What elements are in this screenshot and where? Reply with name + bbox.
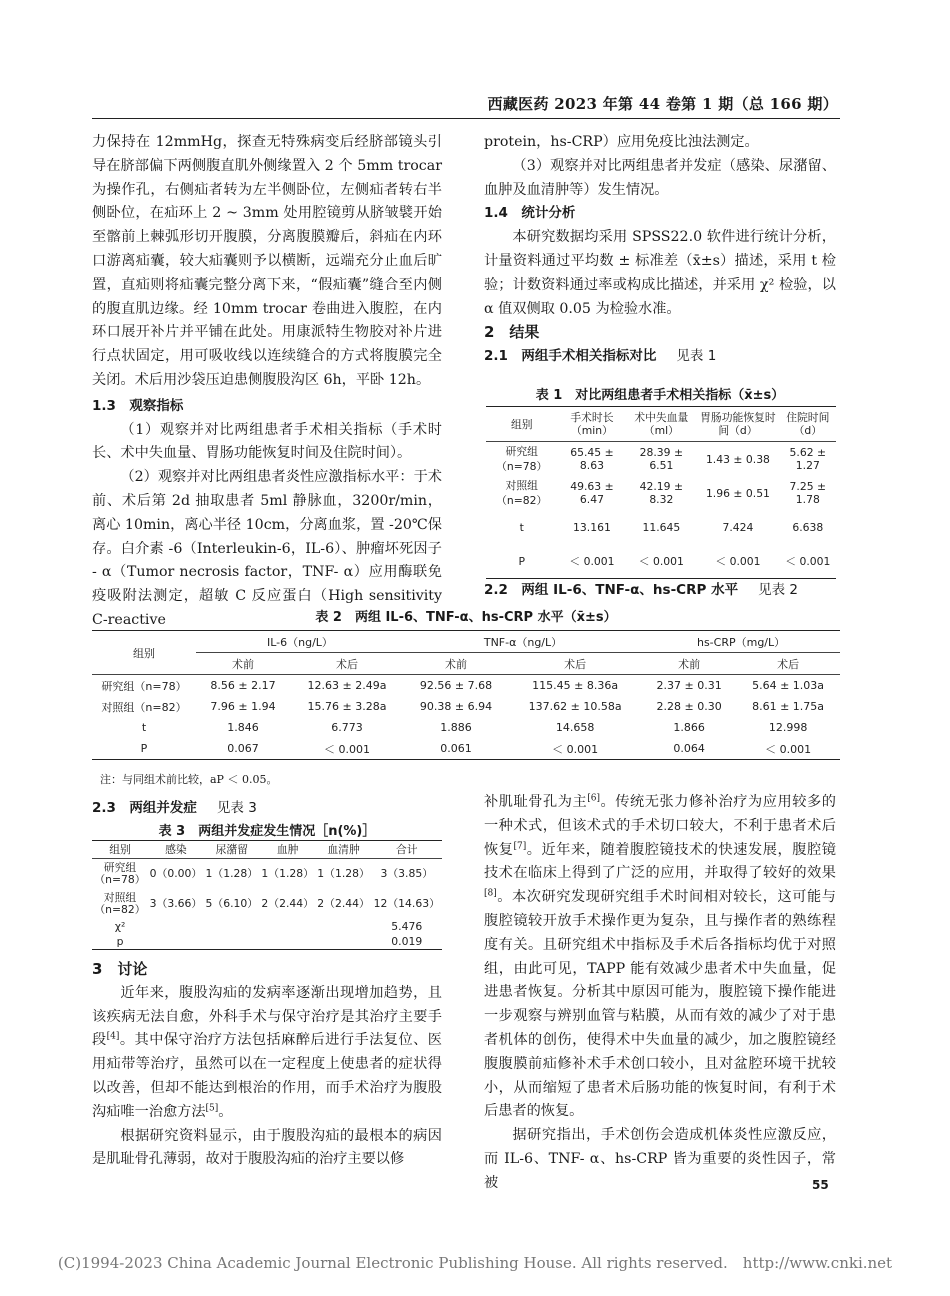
see-table-3: 见表 3: [216, 800, 257, 816]
table-cell: 3（3.85）: [380, 867, 433, 880]
header-rule: [92, 118, 840, 119]
table-cell: p: [116, 934, 124, 948]
page-number: 55: [812, 1178, 829, 1192]
section-heading-2-3: 2.3 两组并发症: [92, 800, 197, 816]
table-cell: 49.63 ± 6.47: [570, 480, 614, 506]
table-cell: [148, 919, 204, 934]
table-cell: 1（1.28）: [317, 867, 370, 880]
table-cell: P: [140, 742, 148, 755]
table-row: [486, 442, 836, 477]
table-2: [92, 630, 840, 760]
citation: [8]: [484, 888, 497, 899]
table-cell: 1.43 ± 0.38: [705, 452, 770, 466]
table-cell: ＜ 0.001: [569, 554, 615, 568]
table-2-subheader: 术前: [404, 653, 508, 675]
table-3-caption: 表 3 两组并发症发生情况［n(%)］: [158, 824, 376, 839]
table-row: [92, 696, 840, 717]
citation: [5]: [205, 1103, 219, 1114]
left-column-top: [92, 131, 442, 633]
table-cell: 对照组（n=82）: [94, 891, 146, 916]
table-cell: 研究组（n=78）: [94, 861, 146, 886]
table-cell: 12（14.63）: [373, 897, 440, 910]
table-cell: [316, 934, 372, 950]
discussion-paragraph-1: 近年来，腹股沟疝的发病率逐渐出现增加趋势，且该疾病无法自愈，外科手术与保守治疗是其治疗主要手段[4]。其中保守治疗方法包括麻醉后进行手法复位、医用疝带等治疗，虽然可以在一定程度上使患者的症状得以改善，但却不能达到根治的作用，而手术治疗为腹股沟疝唯一治愈方法[5]。: [92, 984, 442, 1120]
table-cell: ＜ 0.001: [552, 742, 599, 756]
section-2-2: [484, 578, 798, 598]
section-heading-3: 3 讨论: [92, 960, 148, 978]
table-3-header: 血清肿: [316, 841, 372, 859]
methods-paragraph: 力保持在 12mmHg，探查无特殊病变后经脐部镜头引导在脐部偏下两侧腹直肌外侧缘置入 2 个 5mm trocar 为操作孔，右侧疝者转为左半侧卧位，左侧疝者转右半侧卧位，在疝环上 2 ~ 3mm 处用腔镜剪从脐皱襞开始至髂前上棘弧形切开腹膜，分离腹膜瓣后，斜疝在内环口游离疝囊，较大疝囊则予以横断，远端充分止血后旷置，直疝则将疝囊完整分离下来，“假疝囊”缝合至内侧的腹直肌边缘。经 10mm trocar 卷曲进入腹腔，在内环口展开补片并平铺在此处。用康派特生物胶对补片进行点状固定，用可吸收线以连续缝合的方式将腹膜完全关闭。术后用沙袋压迫患侧腹股沟区 6h，平卧 12h。: [92, 134, 442, 388]
table-cell: [148, 934, 204, 950]
see-table-2: 见表 2: [758, 582, 798, 598]
table-cell: [204, 919, 260, 934]
table-cell: ＜ 0.001: [765, 742, 812, 756]
table-1-header: 胃肠功能恢复时间（d）: [696, 407, 779, 442]
table-cell: 12.998: [768, 721, 808, 734]
table-cell: 1.866: [673, 721, 705, 734]
table-2-subheader: 术前: [642, 653, 736, 675]
table-cell: χ²: [114, 919, 126, 933]
observation-item-3: （3）观察并对比两组患者并发症（感染、尿潴留、血肿及血清肿等）发生情况。: [484, 157, 836, 198]
table-cell: 0.061: [440, 742, 472, 755]
table-1-header: 住院时间（d）: [780, 407, 836, 442]
table-cell: 42.19 ± 8.32: [639, 480, 684, 506]
right-column-discussion: [484, 791, 836, 1196]
table-2-group: TNF-α（ng/L）: [404, 631, 642, 653]
table-row: [92, 738, 840, 760]
table-cell: [260, 934, 316, 950]
section-heading-2-1: 2.1 两组手术相关指标对比: [484, 348, 657, 365]
table-row: [92, 934, 442, 950]
table-3-header: 感染: [148, 841, 204, 859]
table-row: [92, 717, 840, 738]
discussion-paragraph-4: 据研究指出，手术创伤会造成机体炎性应激反应，而 IL-6、TNF- α、hs-CRP 皆为重要的炎性因子，常被: [484, 1127, 836, 1191]
table-cell: [260, 919, 316, 934]
table-1-header: 手术时长（min）: [557, 407, 626, 442]
table-2-subheader: 术后: [290, 653, 404, 675]
observation-item-2: （2）观察并对比两组患者炎性应激指标水平：于术前、术后第 2d 抽取患者 5ml 静脉血，3200r/min，离心 10min，离心半径 10cm，分离血浆，置 -20℃保存。白介素 -6（Interleukin-6，IL-6）、肿瘤坏死因子 - α（Tumor necrosis factor，TNF- α）应用酶联免疫吸附法测定，超敏 C 反应蛋白（High sensitivity C-reactive: [92, 469, 442, 628]
table-cell: 0（0.00）: [149, 867, 203, 880]
table-2-caption: 表 2 两组 IL-6、TNF-α、hs-CRP 水平（x̄±s）: [315, 610, 617, 625]
table-cell: 5（6.10）: [205, 897, 259, 910]
table-2-group: IL-6（ng/L）: [196, 631, 404, 653]
table-cell: 对照组（n=82）: [101, 700, 187, 714]
table-row: [92, 859, 442, 890]
right-column-top: [484, 131, 836, 369]
table-cell: [204, 934, 260, 950]
table-cell: 0.019: [391, 934, 423, 948]
table-2-group: hs-CRP（mg/L）: [642, 631, 840, 653]
table-cell: t: [141, 721, 147, 734]
table-cell: 6.773: [331, 721, 363, 734]
table-cell: 1.886: [440, 721, 472, 734]
table-cell: 1.846: [227, 721, 259, 734]
table-cell: 5.62 ± 1.27: [789, 446, 827, 472]
table-cell: 11.645: [642, 520, 681, 534]
continued-paragraph: protein，hs-CRP）应用免疫比浊法测定。: [484, 134, 759, 150]
table-row: [486, 476, 836, 510]
table-cell: 研究组（n=78）: [101, 679, 187, 693]
table-cell: P: [518, 554, 525, 568]
table-cell: ＜ 0.001: [785, 554, 831, 568]
section-2-3: [92, 796, 257, 816]
table-cell: 65.45 ± 8.63: [570, 446, 614, 472]
copyright-footer: (C)1994-2023 China Academic Journal Electronic Publishing House. All rights reserved. http://www.cnki.net: [57, 1254, 893, 1272]
table-cell: 对照组（n=82）: [496, 479, 548, 507]
table-cell: t: [519, 520, 524, 534]
table-cell: 2.28 ± 0.30: [656, 700, 722, 713]
citation: [7]: [513, 840, 527, 851]
table-row: [486, 510, 836, 544]
see-table-1: 见表 1: [676, 348, 717, 365]
table-3-header: 合计: [372, 841, 443, 859]
table-2-subheader: 术后: [508, 653, 642, 675]
table-cell: [316, 919, 372, 934]
table-2-subheader: 术前: [196, 653, 290, 675]
table-cell: 5.476: [391, 919, 423, 933]
table-cell: 0.067: [227, 742, 259, 755]
table-row: [92, 889, 442, 919]
table-cell: 92.56 ± 7.68: [419, 679, 493, 692]
table-cell: 2.37 ± 0.31: [656, 679, 722, 692]
table-cell: 1.96 ± 0.51: [705, 486, 770, 500]
table-cell: 8.61 ± 1.75a: [752, 700, 825, 713]
table-3-header: 尿潴留: [204, 841, 260, 859]
table-2-subheader: 术后: [736, 653, 840, 675]
table-1-caption: 表 1 对比两组患者手术相关指标（x̄±s）: [535, 388, 785, 403]
table-cell: 5.64 ± 1.03a: [752, 679, 825, 692]
discussion-paragraph-2: 根据研究资料显示，由于腹股沟疝的最根本的病因是肌耻骨孔薄弱，故对于腹股沟疝的治疗主要以修: [92, 1127, 442, 1168]
table-row: [92, 919, 442, 934]
table-cell: 1（1.28）: [261, 867, 314, 880]
table-1-header: 组别: [486, 407, 557, 442]
table-cell: 115.45 ± 8.36a: [532, 679, 619, 692]
table-cell: 研究组（n=78）: [496, 445, 548, 473]
table-cell: 2（2.44）: [261, 897, 314, 910]
table-cell: 12.63 ± 2.49a: [307, 679, 387, 692]
table-cell: 137.62 ± 10.58a: [528, 700, 622, 713]
table-cell: 1（1.28）: [205, 867, 259, 880]
left-column-discussion: [92, 958, 442, 1172]
table-2-note: 注：与同组术前比较，aP ＜ 0.05。: [100, 773, 278, 786]
table-cell: 90.38 ± 6.94: [419, 700, 493, 713]
table-row: [486, 544, 836, 579]
table-cell: 13.161: [573, 520, 611, 534]
table-cell: ＜ 0.001: [638, 554, 684, 568]
table-1-header: 术中失血量（ml）: [626, 407, 696, 442]
table-cell: 2（2.44）: [317, 897, 370, 910]
table-cell: 7.96 ± 1.94: [210, 700, 276, 713]
section-heading-2-2: 2.2 两组 IL-6、TNF-α、hs-CRP 水平: [484, 582, 739, 598]
table-2-group-header: 组别: [92, 631, 196, 675]
table-3: [92, 840, 442, 950]
table-3-header: 血肿: [260, 841, 316, 859]
table-cell: ＜ 0.001: [715, 554, 761, 568]
statistics-paragraph: 本研究数据均采用 SPSS22.0 软件进行统计分析，计量资料通过平均数 ± 标准差（x̄±s）描述，采用 t 检验；计数资料通过率或构成比描述，并采用 χ² 检验，以 α 值双侧取 0.05 为检验水准。: [484, 229, 836, 317]
journal-header: 西藏医药 2023 年第 44 卷第 1 期（总 166 期）: [487, 95, 838, 113]
observation-item-1: （1）观察并对比两组患者手术相关指标（手术时长、术中失血量、胃肠功能恢复时间及住院时间）。: [92, 421, 442, 462]
section-heading-2: 2 结果: [484, 323, 540, 342]
table-cell: 8.56 ± 2.17: [210, 679, 276, 692]
table-cell: ＜ 0.001: [323, 742, 370, 756]
citation: [4]: [106, 1031, 120, 1042]
table-cell: 14.658: [555, 721, 595, 734]
table-cell: 6.638: [792, 520, 824, 534]
table-cell: 0.064: [673, 742, 705, 755]
table-cell: 3（3.66）: [149, 897, 203, 910]
table-3-header: 组别: [92, 841, 148, 859]
table-cell: 15.76 ± 3.28a: [307, 700, 387, 713]
table-1: [486, 406, 836, 579]
citation: [6]: [587, 793, 600, 804]
section-heading-1-3: 1.3 观察指标: [92, 397, 184, 414]
table-cell: 28.39 ± 6.51: [639, 446, 684, 472]
section-heading-1-4: 1.4 统计分析: [484, 205, 576, 222]
discussion-paragraph-3: 补肌耻骨孔为主[6]。传统无张力修补治疗为应用较多的一种术式，但该术式的手术切口较大，不利于患者术后恢复[7]。近年来，随着腹腔镜技术的快速发展，腹腔镜技术在临床上得到了广泛的应用，并取得了较好的效果[8]。本次研究发现研究组手术时间相对较长，这可能与腹腔镜较开放手术操作更为复杂，且与操作者的熟练程度有关。且研究组术中指标及手术后各指标均优于对照组，由此可见，TAPP 能有效减少患者术中失血量，促进患者恢复。分析其中原因可能为，腹腔镜下操作能进一步观察与辨别血管与粘膜，从而有效的减少了对于患者机体的创伤，使得术中失血量的减少，加之腹腔镜经腹腹膜前疝修补术手术创口较小，且对盆腔环境干扰较小，从而缩短了患者术后肠功能的恢复时间，有利于术后患者的恢复。: [484, 793, 836, 1120]
table-cell: 7.25 ± 1.78: [789, 480, 827, 506]
table-row: [92, 675, 840, 697]
table-cell: 7.424: [722, 520, 754, 534]
